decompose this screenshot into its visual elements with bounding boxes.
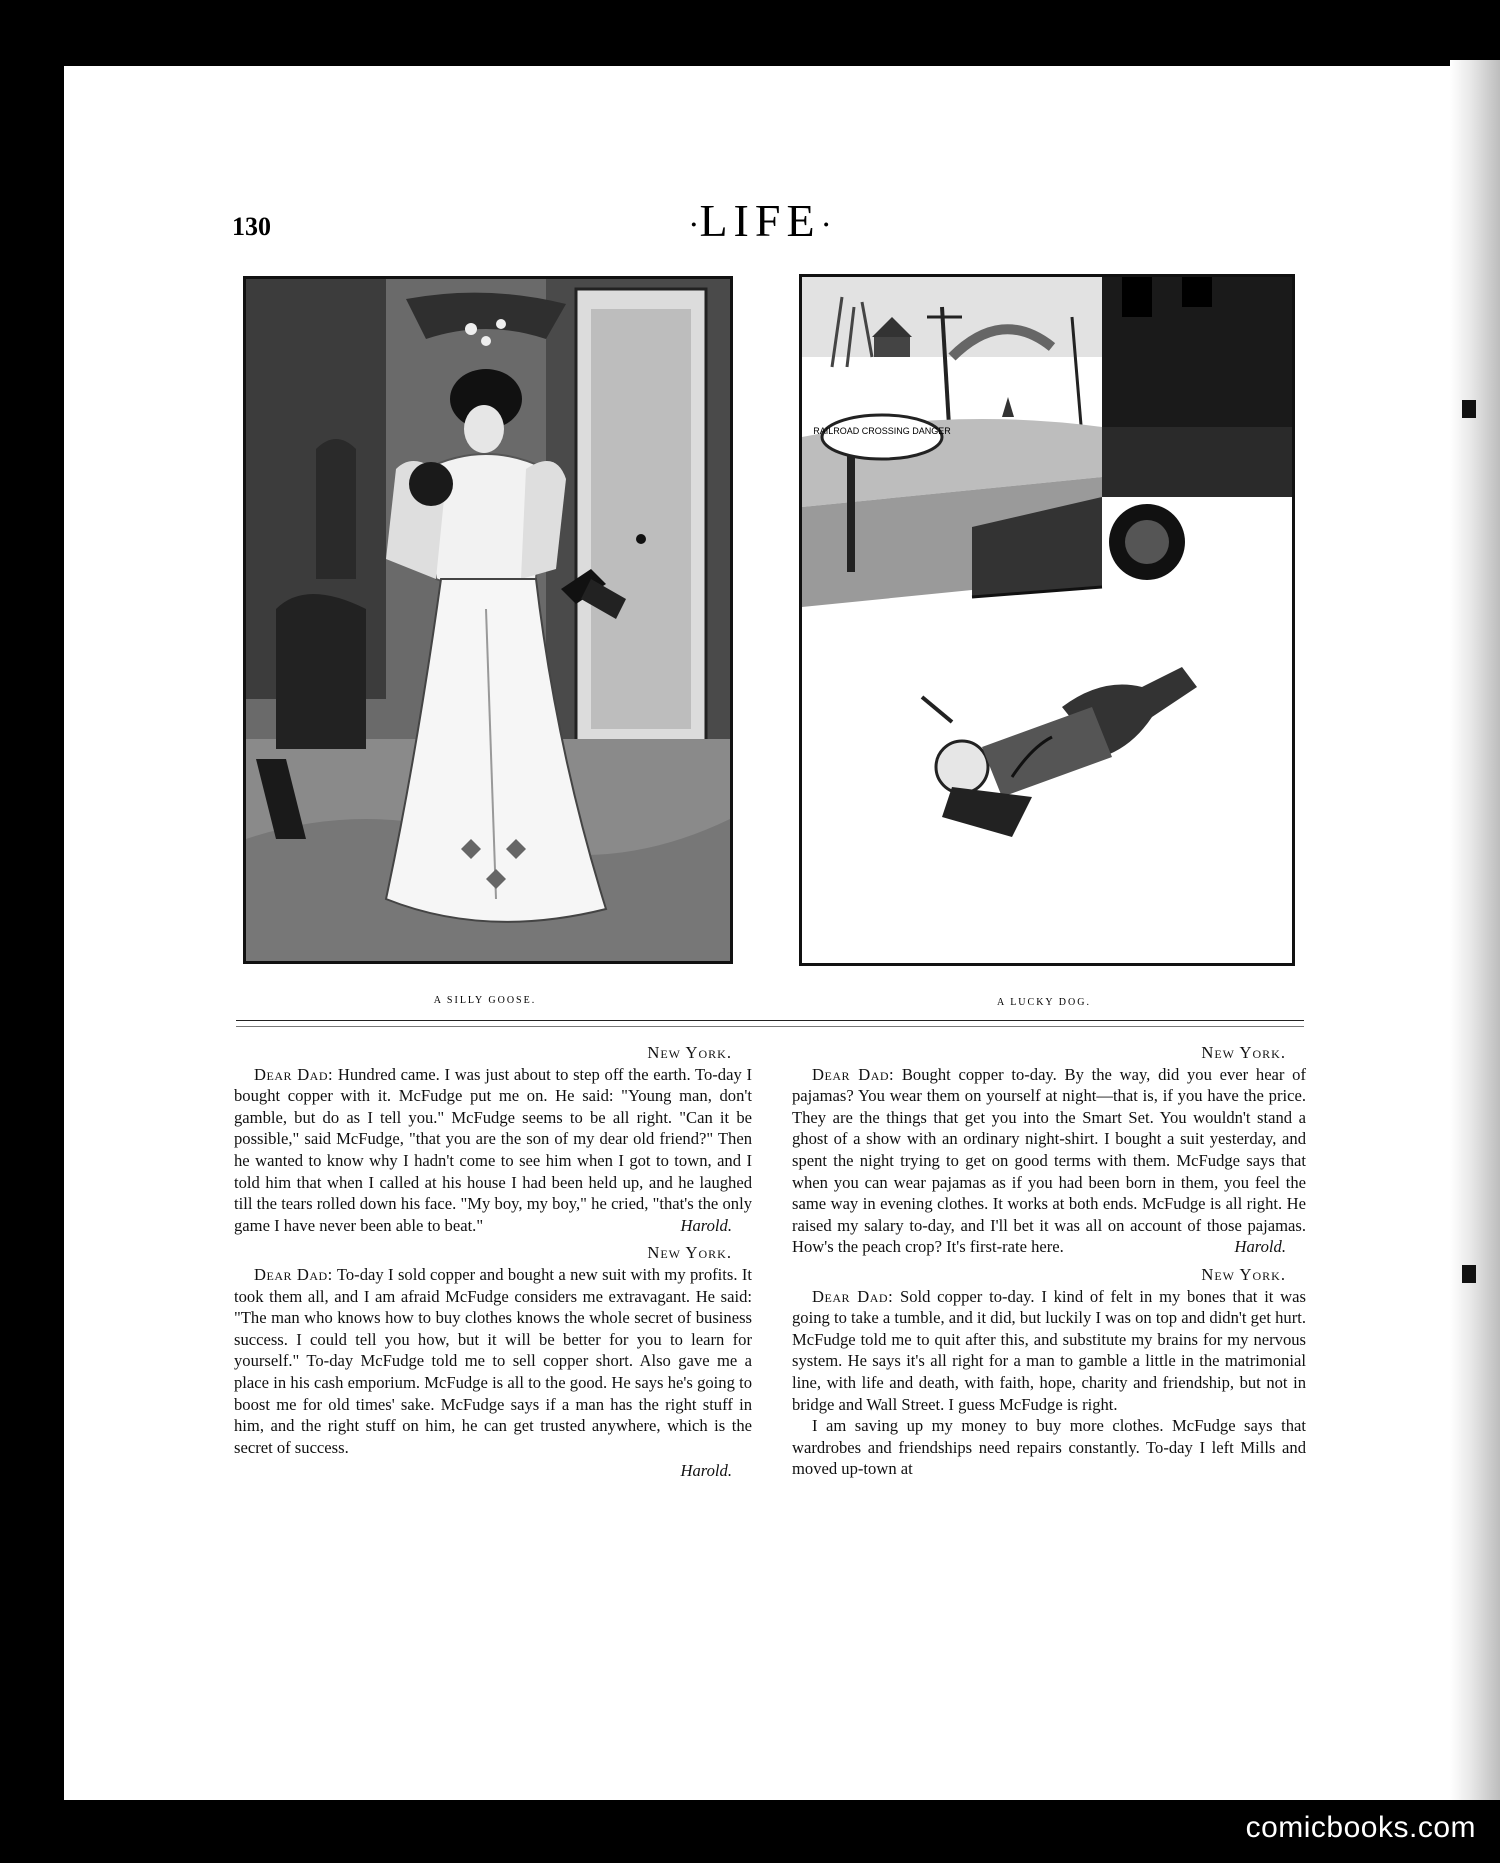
letter-place: New York. — [647, 1243, 732, 1263]
letter-body — [792, 1286, 1306, 1416]
letter — [234, 1042, 752, 1236]
binding-mark — [1462, 1265, 1476, 1283]
letter-salutation: Dear Dad: — [812, 1064, 895, 1084]
illustration-lucky-dog — [799, 274, 1295, 966]
letter-salutation: Dear Dad: — [254, 1064, 334, 1084]
letter-signature: Harold. — [680, 1461, 732, 1481]
letter-salutation: Dear Dad: — [254, 1264, 333, 1284]
section-rule-secondary — [236, 1026, 1304, 1027]
left-column — [234, 1042, 752, 1488]
page-number: 130 — [232, 212, 271, 241]
letter-place: New York. — [1201, 1043, 1286, 1062]
caption-lucky-dog: A LUCKY DOG. — [997, 997, 1091, 1008]
right-column — [792, 1042, 1306, 1486]
letter-body — [234, 1064, 752, 1237]
letter — [792, 1264, 1306, 1480]
letter-text: To-day I sold copper and bought a new suit with my profits. It took them all, and I am afraid McFudge considers me extravagant. He said: "The man who knows how to buy clothes knows the whole secret of business success. I could tell you how, but it will be better for you to learn for yourself." To-day McFudge told me to sell copper short. Also gave me a place in his cash emporium. McFudge is all to the good. He says he's going to boost me for old times' sake. McFudge says if a man has the right stuff in him, and the right stuff on him, he can get trusted anywhere, which is the secret of success. — [234, 1264, 753, 1457]
letter-body — [234, 1264, 752, 1458]
letter-text: Sold copper to-day. I kind of felt in my bones that it was going to take a tumble, and it did, but luckily I was on top and didn't get hurt. McFudge told me to quit after this, and substitute my brains for my nervous system. He says it's all right for a man to gamble a little in the matrimonial line, with life and death, with faith, hope, charity and friendship, but not in bridge and Wall Street. I guess McFudge is right. — [792, 1286, 1306, 1414]
masthead-dot-right: · — [820, 206, 832, 244]
masthead-dot-left: · — [688, 206, 700, 244]
masthead-title: LIFE — [699, 195, 821, 246]
binding-gutter — [1450, 60, 1500, 1800]
crossing-sign-text: RAILROAD CROSSING DANGER — [813, 426, 951, 436]
letter-text: Hundred came. I was just about to step off the earth. To-day I bought copper with it. McFudge put me on. He said: "Young man, don't gamble, but do as I tell you." McFudge seems to be all right. "Can it be possible," said McFudge, "that you are the son of my dear old friend?" Then he wanted to know why I hadn't come to see him when I got to town, and I told him that when I called at his house I had been held up, and he laughed till the tears rolled down his face. "My boy, my boy," he cried, "that's the only game I have never been able to beat." — [234, 1064, 752, 1235]
section-rule — [236, 1020, 1304, 1021]
letter-continuation: I am saving up my money to buy more clothes. McFudge says that wardrobes and friendships need repairs constantly. To-day I left Mills and moved up-town at — [792, 1416, 1306, 1479]
letter-salutation: Dear Dad: — [812, 1286, 894, 1306]
silly-goose-drawing — [246, 279, 730, 961]
masthead — [560, 194, 960, 247]
illustration-silly-goose — [243, 276, 733, 964]
watermark: comicbooks.com — [1245, 1811, 1476, 1844]
lucky-dog-drawing — [802, 277, 1292, 963]
letter-signature: Harold. — [1234, 1237, 1286, 1257]
letter-text: Bought copper to-day. By the way, did you ever hear of pajamas? You wear them on yourself at night—that is, if you have the price. They are the things that get you into the Smart Set. You wouldn't stand a ghost of a show with an ordinary night-shirt. I bought a suit yesterday, and spent the night trying to get on good terms with them. McFudge says that when you can wear pajamas as if you had been born in them, you feel the same way in evening clothes. It works at both ends. McFudge is all right. He raised my salary to-day, and I'll bet it was all on account of those pajamas. How's the peach crop? It's first-rate here. — [792, 1064, 1306, 1257]
letter — [792, 1042, 1306, 1258]
caption-silly-goose: A SILLY GOOSE. — [433, 995, 537, 1006]
letter-place: New York. — [647, 1043, 732, 1062]
letter — [234, 1242, 752, 1482]
letter-body — [792, 1064, 1306, 1258]
binding-mark — [1462, 400, 1476, 418]
letter-signature: Harold. — [680, 1215, 732, 1235]
letter-place: New York. — [1201, 1264, 1286, 1284]
